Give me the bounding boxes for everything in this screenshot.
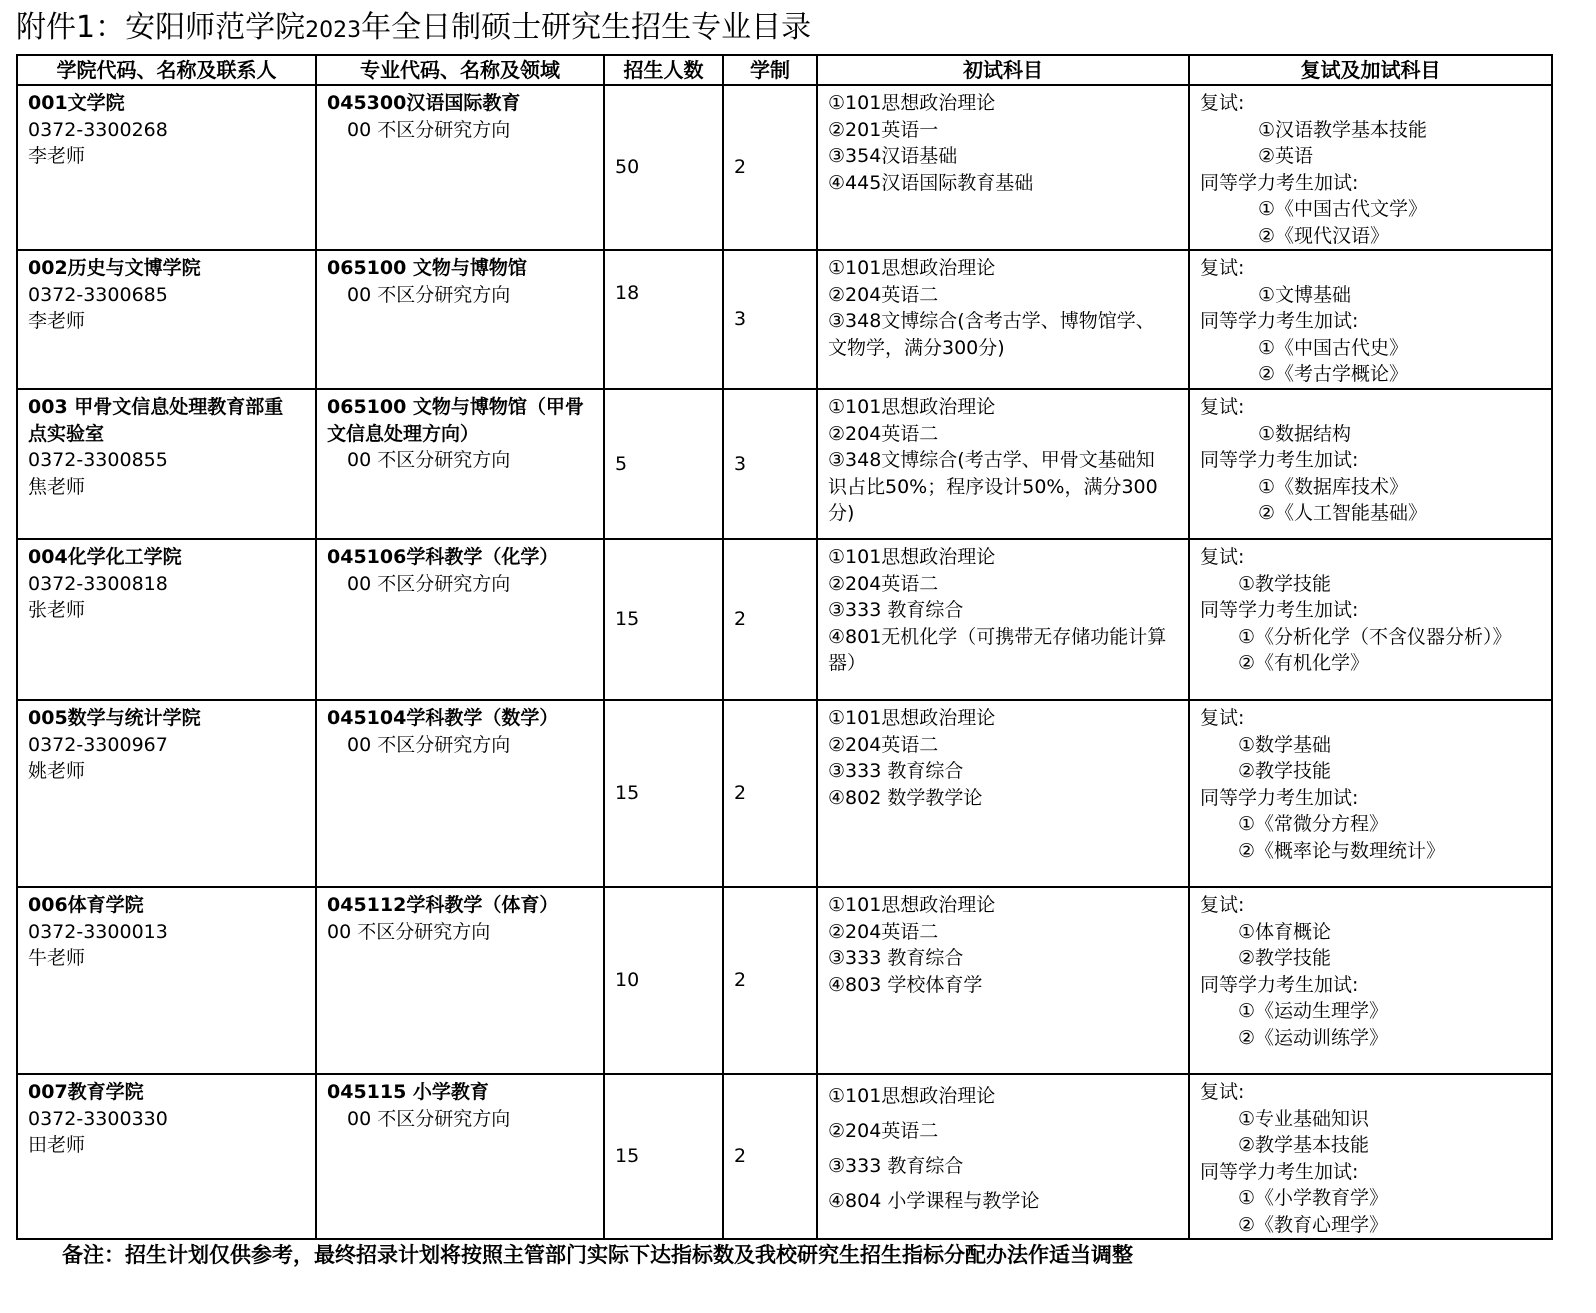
extra-exam-subject: ①《小学教育学》 xyxy=(1238,1187,1389,1209)
extra-exam-label: 同等学力考生加试: xyxy=(1200,786,1359,809)
extra-exam-subject: ②《概率论与数理统计》 xyxy=(1238,839,1446,862)
enrollment-cell xyxy=(604,1074,723,1239)
exam-subject: ②204英语二 xyxy=(828,572,939,595)
retest-label: 复试: xyxy=(1200,257,1245,279)
retest-label: 复试: xyxy=(1200,707,1245,729)
exam-subject: ②204英语二 xyxy=(828,733,939,756)
title-prefix: 附件1：安阳师范学院 xyxy=(16,10,306,45)
retest-cell xyxy=(1189,1074,1552,1239)
retest-cell xyxy=(1189,85,1552,250)
exam-subject: ②204英语二 xyxy=(828,283,939,306)
title-year: 2023 xyxy=(305,18,362,43)
retest-cell xyxy=(1189,539,1552,700)
college-cell xyxy=(17,887,316,1074)
duration-cell xyxy=(723,250,817,389)
college-contact: 李老师 xyxy=(28,310,86,332)
retest-subject: ①教学技能 xyxy=(1238,572,1332,595)
enrollment-cell xyxy=(604,389,723,539)
college-contact: 张老师 xyxy=(28,599,86,621)
retest-cell xyxy=(1189,700,1552,887)
retest-subject: ②教学技能 xyxy=(1238,760,1332,782)
major-name: 045115 小学教育 xyxy=(327,1081,489,1103)
duration-cell xyxy=(723,539,817,700)
extra-exam-subject: ②《教育心理学》 xyxy=(1238,1213,1389,1236)
initial-exam-cell xyxy=(817,887,1189,1074)
enrollment-cell xyxy=(604,85,723,250)
exam-subject: ③348文博综合(含考古学、博物馆学、 xyxy=(828,310,1155,332)
major-cell xyxy=(316,887,604,1074)
enrollment-count: 5 xyxy=(615,452,628,475)
college-name: 007教育学院 xyxy=(28,1081,144,1103)
enrollment-count: 15 xyxy=(615,1145,640,1168)
program-duration: 2 xyxy=(734,782,747,805)
initial-exam-cell xyxy=(817,389,1189,539)
college-contact: 焦老师 xyxy=(28,475,86,498)
header-college: 学院代码、名称及联系人 xyxy=(17,55,316,85)
major-name: 045106学科教学（化学） xyxy=(327,546,559,568)
extra-exam-subject: ①《常微分方程》 xyxy=(1238,813,1389,835)
enrollment-count: 50 xyxy=(615,156,640,179)
college-name: 005数学与统计学院 xyxy=(28,707,201,729)
retest-cell xyxy=(1189,887,1552,1074)
exam-subject: ①101思想政治理论 xyxy=(828,894,996,916)
exam-subject: ①101思想政治理论 xyxy=(828,92,996,114)
extra-exam-subject: ①《中国古代文学》 xyxy=(1258,198,1428,220)
retest-subject: ②教学技能 xyxy=(1238,947,1332,969)
table-row xyxy=(17,539,1552,700)
exam-subject: ③333 教育综合 xyxy=(828,1155,964,1177)
extra-exam-subject: ②《考古学概论》 xyxy=(1258,363,1409,385)
program-duration: 2 xyxy=(734,608,747,631)
extra-exam-label: 同等学力考生加试: xyxy=(1200,310,1359,332)
exam-subject: ④802 数学教学论 xyxy=(828,786,983,809)
enrollment-cell xyxy=(604,700,723,887)
table-row xyxy=(17,389,1552,539)
exam-subject: ①101思想政治理论 xyxy=(828,546,996,568)
extra-exam-label: 同等学力考生加试: xyxy=(1200,171,1359,194)
program-duration: 2 xyxy=(734,156,747,179)
exam-subject: ④804 小学课程与教学论 xyxy=(828,1190,1040,1212)
retest-subject: ①体育概论 xyxy=(1238,920,1332,943)
college-cell xyxy=(17,85,316,250)
exam-subject: ①101思想政治理论 xyxy=(828,257,996,279)
table-header-row xyxy=(17,55,1552,85)
major-name: 文信息处理方向） xyxy=(327,422,480,445)
extra-exam-label: 同等学力考生加试: xyxy=(1200,599,1359,621)
exam-subject: ④801无机化学（可携带无存储功能计算 xyxy=(828,625,1167,648)
enrollment-count: 18 xyxy=(615,282,640,305)
research-direction: 00 不区分研究方向 xyxy=(347,118,511,141)
duration-cell xyxy=(723,1074,817,1239)
extra-exam-subject: ①《中国古代史》 xyxy=(1258,336,1409,359)
retest-subject: ①专业基础知识 xyxy=(1238,1107,1370,1130)
retest-label: 复试: xyxy=(1200,546,1245,568)
initial-exam-cell xyxy=(817,250,1189,389)
college-phone: 0372-3300818 xyxy=(28,572,168,595)
title-suffix: 年全日制硕士研究生招生专业目录 xyxy=(361,10,812,45)
major-cell xyxy=(316,250,604,389)
major-cell xyxy=(316,389,604,539)
college-cell xyxy=(17,250,316,389)
exam-subject: ①101思想政治理论 xyxy=(828,707,996,729)
exam-subject: ①101思想政治理论 xyxy=(828,1085,996,1107)
retest-label: 复试: xyxy=(1200,396,1245,418)
college-name: 002历史与文博学院 xyxy=(28,257,201,279)
college-phone: 0372-3300685 xyxy=(28,283,168,306)
research-direction: 00 不区分研究方向 xyxy=(347,283,511,306)
initial-exam-cell xyxy=(817,85,1189,250)
research-direction: 00 不区分研究方向 xyxy=(347,733,511,756)
exam-subject: ③333 教育综合 xyxy=(828,760,964,782)
major-name: 045300汉语国际教育 xyxy=(327,92,521,114)
enrollment-cell xyxy=(604,539,723,700)
research-direction: 00 不区分研究方向 xyxy=(347,572,511,595)
college-name: 006体育学院 xyxy=(28,894,144,916)
extra-exam-subject: ②《人工智能基础》 xyxy=(1258,502,1428,524)
program-duration: 2 xyxy=(734,1145,747,1168)
extra-exam-label: 同等学力考生加试: xyxy=(1200,449,1359,471)
retest-cell xyxy=(1189,389,1552,539)
enrollment-count: 15 xyxy=(615,608,640,631)
extra-exam-subject: ②《有机化学》 xyxy=(1238,652,1370,674)
major-cell xyxy=(316,85,604,250)
college-cell xyxy=(17,1074,316,1239)
research-direction: 00 不区分研究方向 xyxy=(347,1107,511,1130)
exam-subject: 器） xyxy=(828,652,867,674)
program-catalog-table xyxy=(16,54,1553,1240)
college-contact: 李老师 xyxy=(28,145,86,167)
retest-subject: ①文博基础 xyxy=(1258,283,1352,306)
table-row xyxy=(17,250,1552,389)
duration-cell xyxy=(723,887,817,1074)
major-name: 045104学科教学（数学） xyxy=(327,707,559,729)
retest-subject: ①汉语教学基本技能 xyxy=(1258,118,1428,141)
extra-exam-subject: ①《数据库技术》 xyxy=(1258,475,1409,498)
extra-exam-subject: ②《运动训练学》 xyxy=(1238,1026,1389,1049)
college-name: 001文学院 xyxy=(28,92,125,114)
major-name: 065100 文物与博物馆（甲骨 xyxy=(327,396,584,418)
college-name: 点实验室 xyxy=(28,422,105,445)
exam-subject: ③354汉语基础 xyxy=(828,145,958,167)
college-name: 003 甲骨文信息处理教育部重 xyxy=(28,396,284,418)
college-phone: 0372-3300967 xyxy=(28,733,168,756)
duration-cell xyxy=(723,85,817,250)
major-cell xyxy=(316,539,604,700)
duration-cell xyxy=(723,389,817,539)
college-cell xyxy=(17,539,316,700)
extra-exam-subject: ①《运动生理学》 xyxy=(1238,1000,1389,1022)
major-name: 065100 文物与博物馆 xyxy=(327,257,527,279)
retest-subject: ②教学基本技能 xyxy=(1238,1134,1370,1156)
college-cell xyxy=(17,389,316,539)
initial-exam-cell xyxy=(817,700,1189,887)
exam-subject: 识占比50%；程序设计50%，满分300 xyxy=(828,475,1158,498)
exam-subject: ③348文博综合(考古学、甲骨文基础知 xyxy=(828,449,1155,471)
header-enrollment: 招生人数 xyxy=(604,55,723,85)
college-name: 004化学化工学院 xyxy=(28,546,182,568)
exam-subject: ②204英语二 xyxy=(828,1120,939,1142)
college-phone: 0372-3300268 xyxy=(28,118,168,141)
retest-subject: ①数据结构 xyxy=(1258,422,1352,445)
enrollment-count: 10 xyxy=(615,969,640,992)
enrollment-cell xyxy=(604,887,723,1074)
initial-exam-cell xyxy=(817,1074,1189,1239)
table-row xyxy=(17,85,1552,250)
header-major: 专业代码、名称及领域 xyxy=(316,55,604,85)
exam-subject: ③333 教育综合 xyxy=(828,599,964,621)
header-retest: 复试及加试科目 xyxy=(1189,55,1552,85)
college-cell xyxy=(17,700,316,887)
footnote: 备注：招生计划仅供参考，最终招录计划将按照主管部门实际下达指标数及我校研究生招生指标分配办法作适当调整 xyxy=(62,1243,1133,1267)
exam-subject: ④445汉语国际教育基础 xyxy=(828,171,1034,194)
program-duration: 3 xyxy=(734,452,747,475)
retest-subject: ②英语 xyxy=(1258,145,1314,167)
extra-exam-subject: ①《分析化学（不含仪器分析）》 xyxy=(1238,625,1512,648)
page-title xyxy=(16,6,811,53)
table-row xyxy=(17,700,1552,887)
enrollment-cell xyxy=(604,250,723,389)
duration-cell xyxy=(723,700,817,887)
retest-cell xyxy=(1189,250,1552,389)
header-duration: 学制 xyxy=(723,55,817,85)
college-phone: 0372-3300013 xyxy=(28,920,168,943)
extra-exam-subject: ②《现代汉语》 xyxy=(1258,224,1390,247)
initial-exam-cell xyxy=(817,539,1189,700)
college-contact: 姚老师 xyxy=(28,760,86,782)
retest-label: 复试: xyxy=(1200,1081,1245,1103)
exam-subject: ①101思想政治理论 xyxy=(828,396,996,418)
research-direction: 00 不区分研究方向 xyxy=(347,449,511,471)
college-contact: 牛老师 xyxy=(28,947,86,969)
college-phone: 0372-3300330 xyxy=(28,1107,168,1130)
header-initial-exam: 初试科目 xyxy=(817,55,1189,85)
exam-subject: ②204英语二 xyxy=(828,920,939,943)
retest-subject: ①数学基础 xyxy=(1238,733,1332,756)
exam-subject: ②201英语一 xyxy=(828,118,939,141)
exam-subject: ③333 教育综合 xyxy=(828,947,964,969)
exam-subject: ④803 学校体育学 xyxy=(828,973,983,996)
table-row xyxy=(17,887,1552,1074)
retest-label: 复试: xyxy=(1200,92,1245,114)
extra-exam-label: 同等学力考生加试: xyxy=(1200,1160,1359,1183)
major-cell xyxy=(316,700,604,887)
enrollment-count: 15 xyxy=(615,782,640,805)
exam-subject: 分) xyxy=(828,502,855,524)
table-row xyxy=(17,1074,1552,1239)
exam-subject: 文物学，满分300分) xyxy=(828,336,1005,359)
college-contact: 田老师 xyxy=(28,1134,86,1156)
major-name: 045112学科教学（体育） xyxy=(327,894,559,916)
research-direction: 00 不区分研究方向 xyxy=(327,920,491,943)
extra-exam-label: 同等学力考生加试: xyxy=(1200,973,1359,996)
exam-subject: ②204英语二 xyxy=(828,422,939,445)
program-duration: 2 xyxy=(734,969,747,992)
retest-label: 复试: xyxy=(1200,894,1245,916)
college-phone: 0372-3300855 xyxy=(28,449,168,471)
major-cell xyxy=(316,1074,604,1239)
program-duration: 3 xyxy=(734,308,747,331)
